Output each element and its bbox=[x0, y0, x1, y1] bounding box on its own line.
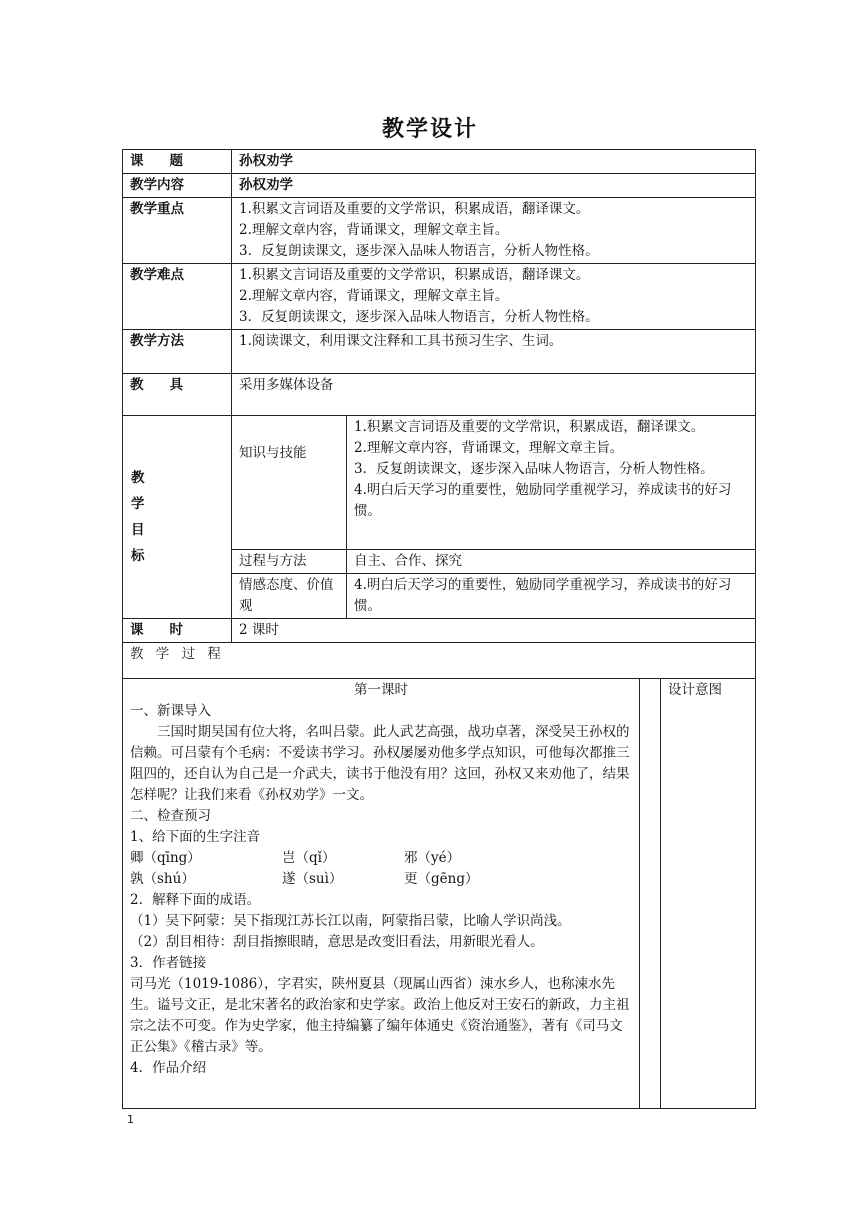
knowledge-item: 2.理解文章内容，背诵课文，理解文章主旨。 bbox=[354, 440, 624, 456]
author-paragraph: 司马光（1019-1086），字君实，陕州夏县（现属山西省）涑水乡人，也称涑水先生。谥号文正，是北宋著名的政治家和史学家。政治上他反对王安石的新政，力主祖宗之法不可变。作为史学家，他主持编纂了编年体通史《资治通鉴》，著有《司马文正公集》《稽古录》等。 bbox=[130, 976, 630, 1055]
row-difficulty bbox=[123, 264, 756, 330]
lesson-content bbox=[123, 679, 640, 1109]
knowledge-item: 1.积累文言词语及重要的文学常识，积累成语，翻译课文。 bbox=[354, 419, 705, 435]
intro-paragraph: 三国时期吴国有位大将，名叫吕蒙。此人武艺高强，战功卓著，深受吴王孙权的信赖。可吕蒙有个毛病：不爱读书学习。孙权屡屡劝他多学点知识，可他每次都推三阻四的，还自认为自己是一介武夫，读书于他没有用？这回，孙权又来劝他了，结果怎样呢？让我们来看《孙权劝学》一文。 bbox=[130, 724, 630, 803]
label-difficulty: 教学难点 bbox=[123, 264, 232, 330]
page-title: 教学设计 bbox=[381, 117, 478, 142]
value-emotion: 4.明白后天学习的重要性，勉励同学重视学习，养成读书的好习惯。 bbox=[347, 574, 756, 619]
subsection-title: 4．作品介绍 bbox=[130, 1060, 207, 1076]
row-hours bbox=[123, 619, 756, 643]
label-method: 教学方法 bbox=[123, 330, 232, 374]
value-hours: 2 课时 bbox=[232, 619, 756, 643]
idiom-item: （2）刮目相待：刮目指擦眼睛，意思是改变旧看法，用新眼光看人。 bbox=[130, 934, 544, 950]
value-topic: 孙权劝学 bbox=[232, 150, 756, 174]
section-title: 二、检查预习 bbox=[130, 808, 211, 824]
design-intent: 设计意图 bbox=[661, 679, 756, 1109]
row-content bbox=[123, 174, 756, 198]
row-process-header bbox=[123, 643, 756, 679]
value-process-method: 自主、合作、探究 bbox=[347, 550, 756, 574]
row-topic bbox=[123, 150, 756, 174]
value-content: 孙权劝学 bbox=[232, 174, 756, 198]
lesson-heading: 第一课时 bbox=[354, 682, 408, 698]
idiom-item: （1）吴下阿蒙：吴下指现江苏长江以南，阿蒙指吕蒙，比喻人学识尚浅。 bbox=[130, 913, 571, 929]
lesson-plan-table bbox=[122, 149, 756, 1109]
value-method: 1.阅读课文，利用课文注释和工具书预习生字、生词。 bbox=[232, 330, 756, 374]
section-title: 一、新课导入 bbox=[130, 703, 211, 719]
row-goals-knowledge bbox=[123, 416, 756, 550]
subsection-title: 1、给下面的生字注音 bbox=[130, 829, 261, 845]
label-focus: 教学重点 bbox=[123, 198, 232, 264]
spacer-column bbox=[640, 679, 661, 1109]
label-emotion: 情感态度、价值观 bbox=[232, 574, 347, 619]
subsection-title: 3．作者链接 bbox=[130, 955, 207, 971]
focus-item: 1.积累文言词语及重要的文学常识，积累成语，翻译课文。 bbox=[239, 201, 590, 217]
pinyin-row: 孰（shú） 遂（suì） 更（gēng） bbox=[130, 871, 479, 887]
focus-item: 2.理解文章内容，背诵课文，理解文章主旨。 bbox=[239, 222, 509, 238]
label-goals: 教 学 目 标 bbox=[123, 416, 232, 619]
subsection-title: 2．解释下面的成语。 bbox=[130, 892, 261, 908]
knowledge-item: 3．反复朗读课文，逐步深入品味人物语言，分析人物性格。 bbox=[354, 461, 714, 477]
value-tools: 采用多媒体设备 bbox=[232, 374, 756, 416]
knowledge-item: 4.明白后天学习的重要性，勉励同学重视学习，养成读书的好习惯。 bbox=[354, 482, 732, 519]
label-content: 教学内容 bbox=[123, 174, 232, 198]
difficulty-item: 3．反复朗读课文，逐步深入品味人物语言，分析人物性格。 bbox=[239, 309, 599, 325]
difficulty-item: 1.积累文言词语及重要的文学常识，积累成语，翻译课文。 bbox=[239, 267, 590, 283]
label-hours: 课时 bbox=[123, 619, 232, 643]
label-topic: 课题 bbox=[123, 150, 232, 174]
process-header: 教 学 过 程 bbox=[123, 643, 756, 679]
label-tools: 教具 bbox=[123, 374, 232, 416]
row-focus bbox=[123, 198, 756, 264]
difficulty-item: 2.理解文章内容，背诵课文，理解文章主旨。 bbox=[239, 288, 509, 304]
row-lesson bbox=[123, 679, 756, 1109]
row-method bbox=[123, 330, 756, 374]
label-knowledge: 知识与技能 bbox=[232, 416, 347, 550]
value-difficulty bbox=[232, 264, 756, 330]
label-process-method: 过程与方法 bbox=[232, 550, 347, 574]
value-focus bbox=[232, 198, 756, 264]
pinyin-row: 卿（qīng） 岂（qǐ） 邪（yé） bbox=[130, 850, 461, 866]
page-number: 1 bbox=[127, 1113, 134, 1126]
focus-item: 3．反复朗读课文，逐步深入品味人物语言，分析人物性格。 bbox=[239, 243, 599, 259]
row-tools bbox=[123, 374, 756, 416]
value-knowledge bbox=[347, 416, 756, 550]
